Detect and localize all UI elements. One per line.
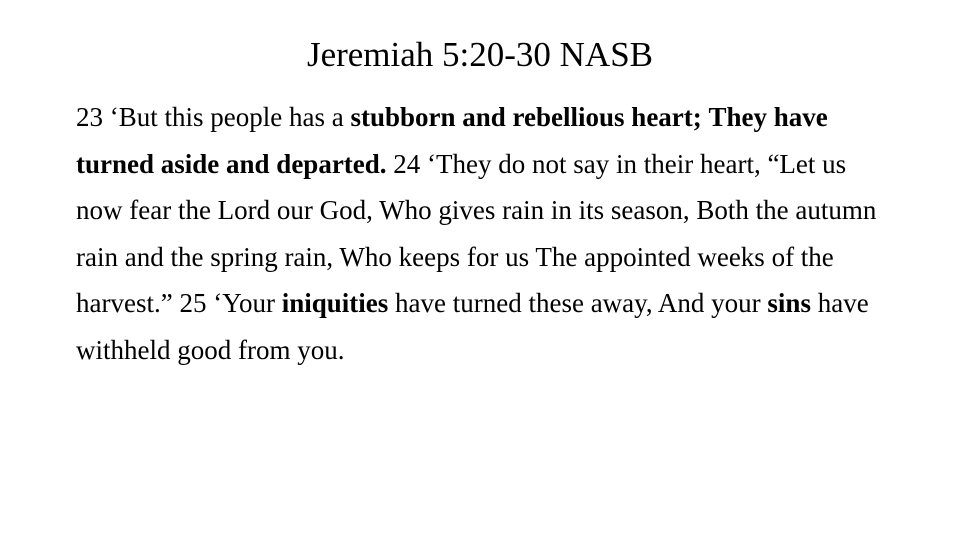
passage-text (702, 102, 709, 132)
passage-text: have turned these away, And your (388, 288, 768, 318)
slide-title: Jeremiah 5:20-30 NASB (306, 35, 654, 74)
scripture-passage (76, 94, 884, 373)
passage-text-emphasis: sins (767, 288, 811, 318)
passage-text-emphasis: iniquities (281, 288, 389, 318)
passage-text: 24 ‘They do not say in their heart, “Let us now fear the Lord our God, Who gives rain in its season, Both the autumn rain and the spring rain, Who keeps for us The appointed weeks of the harvest.” 25 ‘Your (76, 148, 877, 318)
passage-text-emphasis: They have turned aside and departed. (76, 102, 828, 179)
passage-text: have withheld good from you. (76, 288, 869, 365)
passage-text: 23 ‘But this people has a (76, 102, 351, 132)
passage-text-emphasis: stubborn and rebellious heart; (350, 102, 702, 132)
